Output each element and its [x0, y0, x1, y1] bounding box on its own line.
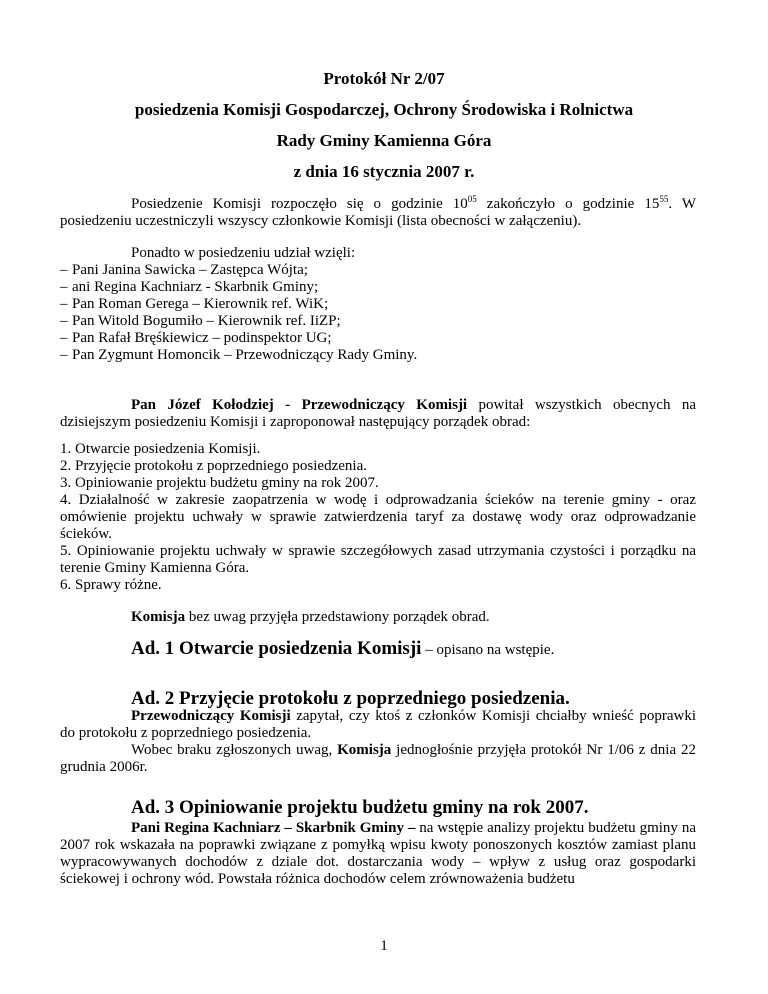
- chair-paragraph: [60, 397, 696, 431]
- bullet-dash: –: [60, 313, 68, 329]
- ad2-paragraph-1: [60, 708, 696, 742]
- ad3-paragraph-1: [60, 820, 696, 888]
- attendee-text: Pan Zygmunt Homoncik – Przewodniczący Rady Gminy.: [72, 347, 418, 363]
- attendee-text: Pan Rafał Bręśkiewicz – podinspektor UG;: [72, 330, 332, 346]
- chairman-label: Przewodniczący Komisji: [131, 708, 291, 724]
- chair-name: Pan Józef Kołodziej - Przewodniczący Komisji: [131, 397, 468, 413]
- meeting-title: posiedzenia Komisji Gospodarczej, Ochrony Środowiska i Rolnictwa: [134, 100, 634, 119]
- agenda-item-4: 4. Działalność w zakresie zaopatrzenia w wodę i odprowadzania ścieków na terenie gminy - oraz omówienie projektu uchwały w sprawie zatwierdzenia taryf za dostawę wody oraz odprowadzanie ścieków.: [60, 492, 696, 542]
- intro-text-3: . W: [668, 196, 696, 212]
- ad3-heading: Ad. 3 Opiniowanie projektu budżetu gminy na rok 2007.: [131, 797, 589, 818]
- ad2-text-2a: Wobec braku zgłoszonych uwag,: [131, 742, 338, 758]
- intro-line-1: [60, 196, 696, 213]
- bullet-dash: –: [60, 330, 68, 346]
- intro-text-2: zakończyło o godzinie 15: [476, 196, 660, 212]
- agenda-item-5: 5. Opiniowanie projektu uchwały w sprawie szczegółowych zasad utrzymania czystości i porządku na terenie Gminy Kamienna Góra.: [60, 543, 696, 576]
- intro-text-1: Posiedzenie Komisji rozpoczęło się o godzinie 10: [131, 196, 468, 212]
- ad2-heading: Ad. 2 Przyjęcie protokołu z poprzedniego posiedzenia.: [131, 688, 570, 709]
- agenda-item-2: 2. Przyjęcie protokołu z poprzedniego posiedzenia.: [60, 458, 367, 474]
- attendees-lead-text: Ponadto w posiedzeniu udział wzięli:: [131, 245, 356, 261]
- acceptance-text: bez uwag przyjęła przedstawiony porządek obrad.: [185, 609, 490, 625]
- intro-line-2: posiedzeniu uczestniczyli wszyscy członkowie Komisji (lista obecności w załączeniu).: [60, 213, 582, 229]
- ad2-text-2b: jednogłośnie przyjęła protokół Nr 1/06 z dnia 22 grudnia 2006r.: [60, 742, 696, 775]
- meeting-date: z dnia 16 stycznia 2007 r.: [293, 162, 475, 181]
- ad1-note: – opisano na wstępie.: [421, 642, 555, 658]
- chair-text: powitał wszystkich obecnych na dzisiejszym posiedzeniu Komisji i zaproponował następujący porządek obrad:: [60, 397, 697, 430]
- attendee-text: Pani Janina Sawicka – Zastępca Wójta;: [72, 262, 308, 278]
- protocol-number: Protokół Nr 2/07: [323, 69, 445, 88]
- treasurer-label: Pani Regina Kachniarz – Skarbnik Gminy –: [131, 820, 416, 836]
- bullet-dash: –: [60, 262, 68, 278]
- ad1-heading: [131, 640, 554, 659]
- start-minutes: 05: [467, 194, 477, 204]
- attendee-text: ani Regina Kachniarz - Skarbnik Gminy;: [72, 279, 319, 295]
- agenda-acceptance: [60, 609, 490, 626]
- bullet-dash: –: [60, 279, 68, 295]
- attendees-lead: [60, 245, 355, 262]
- attendee-item: [60, 262, 308, 279]
- ad3-text-1: na wstępie analizy projektu budżetu gminy na 2007 rok wskazała na poprawki związane z pomyłką wpisu kwoty ponoszonych kosztów zamiast planu wypracowywanych dochodów z dziale dot. dostarczania wody – wpływ z usług oraz gospodarki ściekowej i ochrony wód. Powstała różnica dochodów celem zrównoważenia budżetu: [60, 820, 697, 887]
- ad1-heading-text: Ad. 1 Otwarcie posiedzenia Komisji: [131, 638, 422, 659]
- bullet-dash: –: [60, 296, 68, 312]
- end-minutes: 55: [659, 194, 669, 204]
- bullet-dash: –: [60, 347, 68, 363]
- page-number: 1: [380, 938, 388, 954]
- attendee-text: Pan Witold Bogumiło – Kierownik ref. IiZP;: [72, 313, 341, 329]
- council-name: Rady Gminy Kamienna Góra: [276, 131, 492, 150]
- ad2-text-1: zapytał, czy ktoś z członków Komisji chciałby wnieść poprawki do protokołu z poprzedniego posiedzenia.: [60, 708, 696, 741]
- ad2-paragraph-2: [60, 742, 696, 776]
- attendee-item: [60, 347, 417, 364]
- committee-label: Komisja: [131, 609, 186, 625]
- attendee-item: [60, 296, 328, 313]
- agenda-item-1: 1. Otwarcie posiedzenia Komisji.: [60, 441, 261, 457]
- committee-label: Komisja: [337, 742, 392, 758]
- attendee-text: Pan Roman Gerega – Kierownik ref. WiK;: [72, 296, 329, 312]
- attendee-item: [60, 279, 318, 296]
- attendee-item: [60, 330, 332, 347]
- agenda-item-3: 3. Opiniowanie projektu budżetu gminy na rok 2007.: [60, 475, 379, 491]
- agenda-item-6: 6. Sprawy różne.: [60, 577, 162, 593]
- attendee-item: [60, 313, 341, 330]
